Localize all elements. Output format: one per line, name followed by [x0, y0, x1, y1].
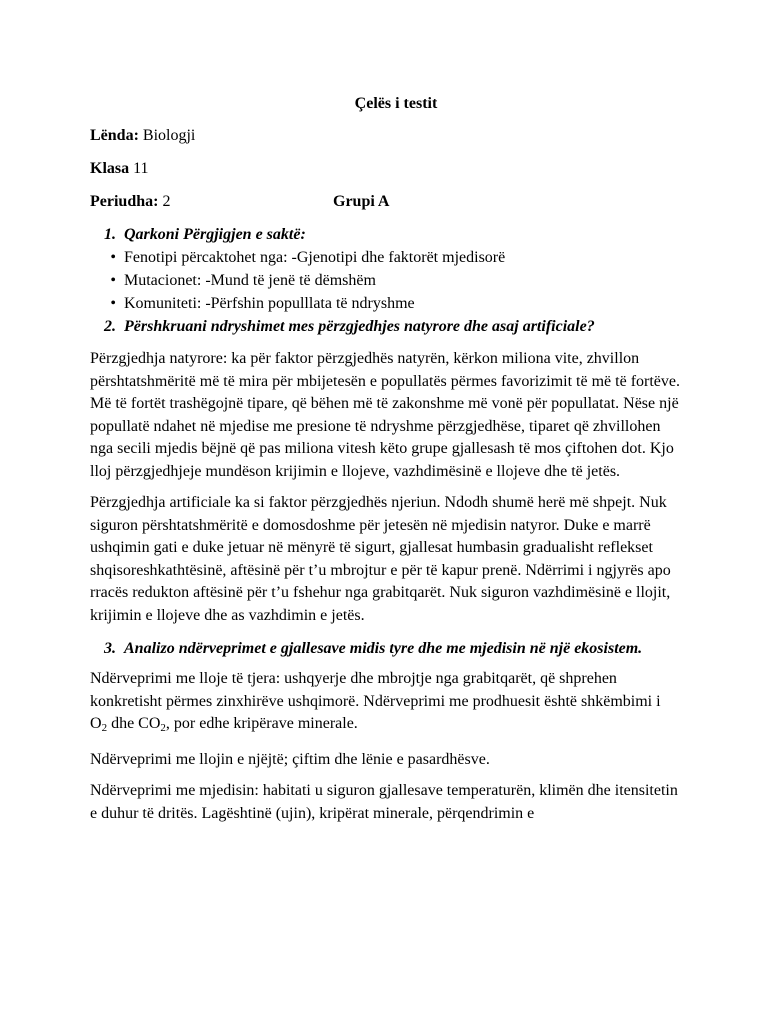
question-2-text: Përshkruani ndryshimet mes përzgjedhjes natyrore dhe asaj artificiale? — [124, 318, 595, 335]
question-1-text: Qarkoni Përgjigjen e saktë: — [124, 226, 306, 243]
interaction-environment-paragraph: Ndërveprimi me mjedisin: habitati u siguron gjallesave temperaturën, klimën dhe itensitetin e duhur të dritës. Lagështinë (ujin), kripërat minerale, përqendrimin e — [90, 782, 678, 822]
interaction-same-species-paragraph: Ndërveprimi me llojin e njëjtë; çiftim dhe lënie e pasardhësve. — [90, 750, 490, 768]
answer-text: Fenotipi përcaktohet nga: -Gjenotipi dhe faktorët mjedisorë — [124, 249, 506, 266]
period-line — [90, 190, 680, 214]
answer-text: Komuniteti: -Përfshin populllata të ndryshme — [124, 295, 415, 312]
document-page — [90, 92, 680, 834]
bullet-icon: • — [110, 272, 116, 289]
period-value: 2 — [162, 193, 171, 210]
list-item — [90, 246, 680, 269]
question-1-answers — [90, 246, 680, 315]
subscript: 2 — [101, 722, 108, 734]
class-label: Klasa — [90, 160, 130, 177]
paragraph-text-part: Ndërveprimi me lloje të tjera: ushqyerje dhe mbrojtje nga grabitqarët, që shprehen konkretisht përmes zinxhirëve ushqimorë. Ndërveprimi me prodhuesit është shkëmbimi i O — [90, 670, 661, 732]
paragraph-text-part: dhe CO — [107, 715, 161, 732]
subscript: 2 — [160, 722, 166, 734]
question-1-heading — [90, 223, 680, 246]
natural-selection-paragraph: Përzgjedhja natyrore: ka për faktor përzgjedhës natyrën, kërkon miliona vite, zhvillon përshtatshmëritë më të mira për mbijetesën e popullatës përmes favorizimit të më të fortëve. Më të fortët trashëgojnë tipare, që bëhen më të zakonshme më vonë për popullatat. Nëse një popullatë ndahet në mjedise me presione të ndryshme përzgjedhëse, tiparet që zhvillohen nga secili mjedis bëjnë që pas miliona vitesh këto grupe gjallesash të mos çiftohen dot. Kjo lloj përzgjedhjeje mundëson krijimin e llojeve, vazhdimësinë e llojeve dhe të jetës. — [90, 350, 680, 480]
document-title: Çelës i testit — [354, 95, 438, 112]
answer-text: Mutacionet: -Mund të jenë të dëmshëm — [124, 272, 376, 289]
subject-line — [90, 124, 680, 148]
paragraph-text-part: , por edhe kripërave minerale. — [165, 715, 358, 732]
subject-label: Lënda: — [90, 127, 139, 144]
subject-value: Biologji — [142, 127, 196, 144]
question-3-number: 3. — [104, 640, 116, 657]
group-label: Grupi A — [333, 193, 390, 210]
artificial-selection-paragraph: Përzgjedhja artificiale ka si faktor përzgjedhës njeriun. Ndodh shumë herë më shpejt. Nuk siguron përshtatshmëritë e domosdoshme për jetesën në mjedisin natyror. Duke e marrë ushqimin gati e duke jetuar në mënyrë të sigurt, gjallesat humbasin gradualisht reflekset shqisoreshkathtësinë, aftësinë për t’u mbrojtur e për të kapur prenë. Ndërrimi i ngjyrës apo rracës redukton aftësinë për t’u fshehur nga grabitqarët. Nuk siguron vazhdimësinë e llojit, krijimin e llojeve dhe as vazhdimin e jetës. — [90, 494, 671, 624]
question-2-heading — [90, 315, 680, 338]
question-3-text: Analizo ndërveprimet e gjallesave midis tyre dhe me mjedisin në një ekosistem. — [124, 640, 643, 657]
question-3-heading — [90, 637, 680, 660]
period-label: Periudha: — [90, 193, 159, 210]
list-item — [90, 292, 680, 315]
class-value: 11 — [133, 160, 149, 177]
question-1-number: 1. — [104, 226, 116, 243]
bullet-icon: • — [110, 295, 116, 312]
interaction-other-species-paragraph — [90, 668, 680, 740]
list-item — [90, 269, 680, 292]
question-2-number: 2. — [104, 318, 116, 335]
bullet-icon: • — [110, 249, 116, 266]
class-line — [90, 157, 680, 181]
